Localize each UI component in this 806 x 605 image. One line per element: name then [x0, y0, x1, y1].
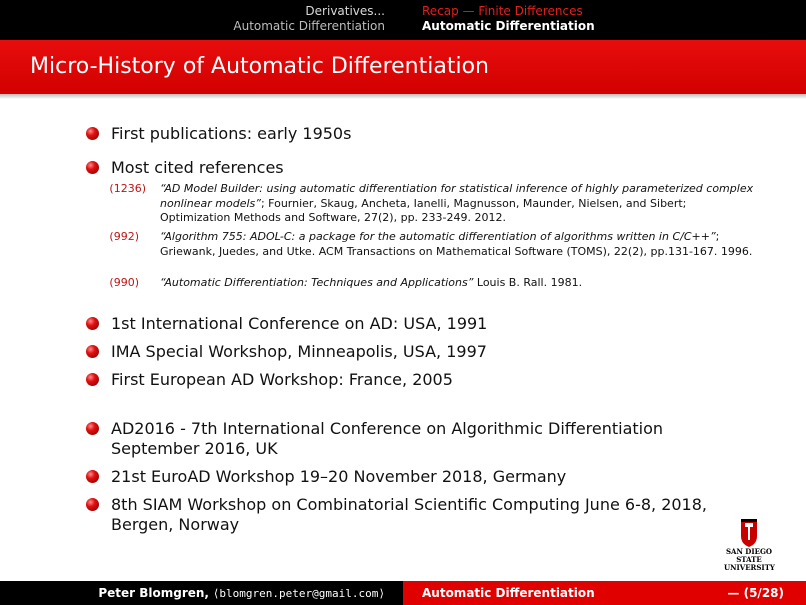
reference-details: ; Griewank, Juedes, and Utke. ACM Transactions on Mathematical Software (TOMS), 22(2), pp.131-167. 1996. — [160, 230, 753, 258]
sdsu-logo — [724, 518, 775, 572]
nav-section-recap-finite-differences[interactable]: Recap — Finite Differences — [422, 4, 583, 18]
reference-entry — [160, 230, 760, 259]
footer-course: Automatic Differentiation — [422, 586, 595, 600]
shield-icon — [724, 518, 774, 548]
title-shadow — [0, 94, 806, 99]
reference-entry — [160, 182, 760, 226]
reference-count: (1236) — [109, 182, 146, 195]
bullet-icon — [86, 161, 99, 174]
item-european-workshop-2005: First European AD Workshop: France, 2005 — [111, 370, 453, 389]
bullet-icon — [86, 317, 99, 330]
reference-title: “Automatic Differentiation: Techniques and Applications” — [160, 276, 474, 289]
bullet-icon — [86, 373, 99, 386]
footer-bar — [0, 581, 806, 605]
item-ima-workshop-1997: IMA Special Workshop, Minneapolis, USA, 1997 — [111, 342, 487, 361]
nav-left-panel — [0, 0, 403, 40]
reference-count: (990) — [109, 276, 139, 289]
item-siam-line1: 8th SIAM Workshop on Combinatorial Scientific Computing June 6-8, 2018, — [111, 495, 707, 514]
bullet-icon — [86, 422, 99, 435]
item-euroad-2018: 21st EuroAD Workshop 19–20 November 2018, Germany — [111, 467, 567, 486]
bullet-icon — [86, 345, 99, 358]
nav-subsection-automatic-differentiation-current[interactable]: Automatic Differentiation — [422, 19, 595, 33]
footer-right — [403, 581, 806, 605]
reference-details: ; Fournier, Skaug, Ancheta, Ianelli, Magnusson, Maunder, Nielsen, and Sibert; Optimization Methods and Software, 27(2), pp. 233-249. 2012. — [160, 196, 687, 224]
item-most-cited: Most cited references — [111, 158, 284, 177]
logo-line1: SAN DIEGO STATE — [725, 547, 773, 564]
item-ad2016-line2: September 2016, UK — [111, 439, 278, 458]
bullet-icon — [86, 498, 99, 511]
item-siam-line2: Bergen, Norway — [111, 515, 240, 534]
reference-details: Louis B. Rall. 1981. — [473, 276, 583, 289]
title-bar — [0, 40, 806, 94]
footer-author: Peter Blomgren, — [98, 586, 209, 600]
nav-section-derivatives[interactable]: Derivatives... — [305, 4, 385, 18]
slide-title: Micro-History of Automatic Differentiation — [30, 54, 489, 79]
bullet-icon — [86, 470, 99, 483]
reference-title: “Algorithm 755: ADOL-C: a package for the automatic differentiation of algorithms written in C/C++” — [160, 230, 716, 243]
item-ad2016-line1: AD2016 - 7th International Conference on Algorithmic Differentiation — [111, 419, 664, 438]
nav-right-panel — [403, 0, 806, 40]
reference-title: “AD Model Builder: using automatic differentiation for statistical inference of highly parameterized complex nonlinear models” — [160, 182, 754, 210]
top-navigation-bar — [0, 0, 806, 40]
nav-subsection-automatic-differentiation-left[interactable]: Automatic Differentiation — [233, 19, 385, 33]
bullet-icon — [86, 127, 99, 140]
item-first-publications: First publications: early 1950s — [111, 124, 352, 143]
logo-text — [724, 548, 774, 572]
logo-line2: UNIVERSITY — [724, 563, 775, 572]
reference-count: (992) — [109, 230, 139, 243]
footer-email[interactable]: ⟨blomgren.peter@gmail.com⟩ — [212, 587, 385, 600]
footer-page-number: — (5/28) — [727, 586, 784, 600]
reference-entry — [160, 276, 760, 291]
item-conference-1991: 1st International Conference on AD: USA, 1991 — [111, 314, 488, 333]
footer-left — [0, 581, 403, 605]
